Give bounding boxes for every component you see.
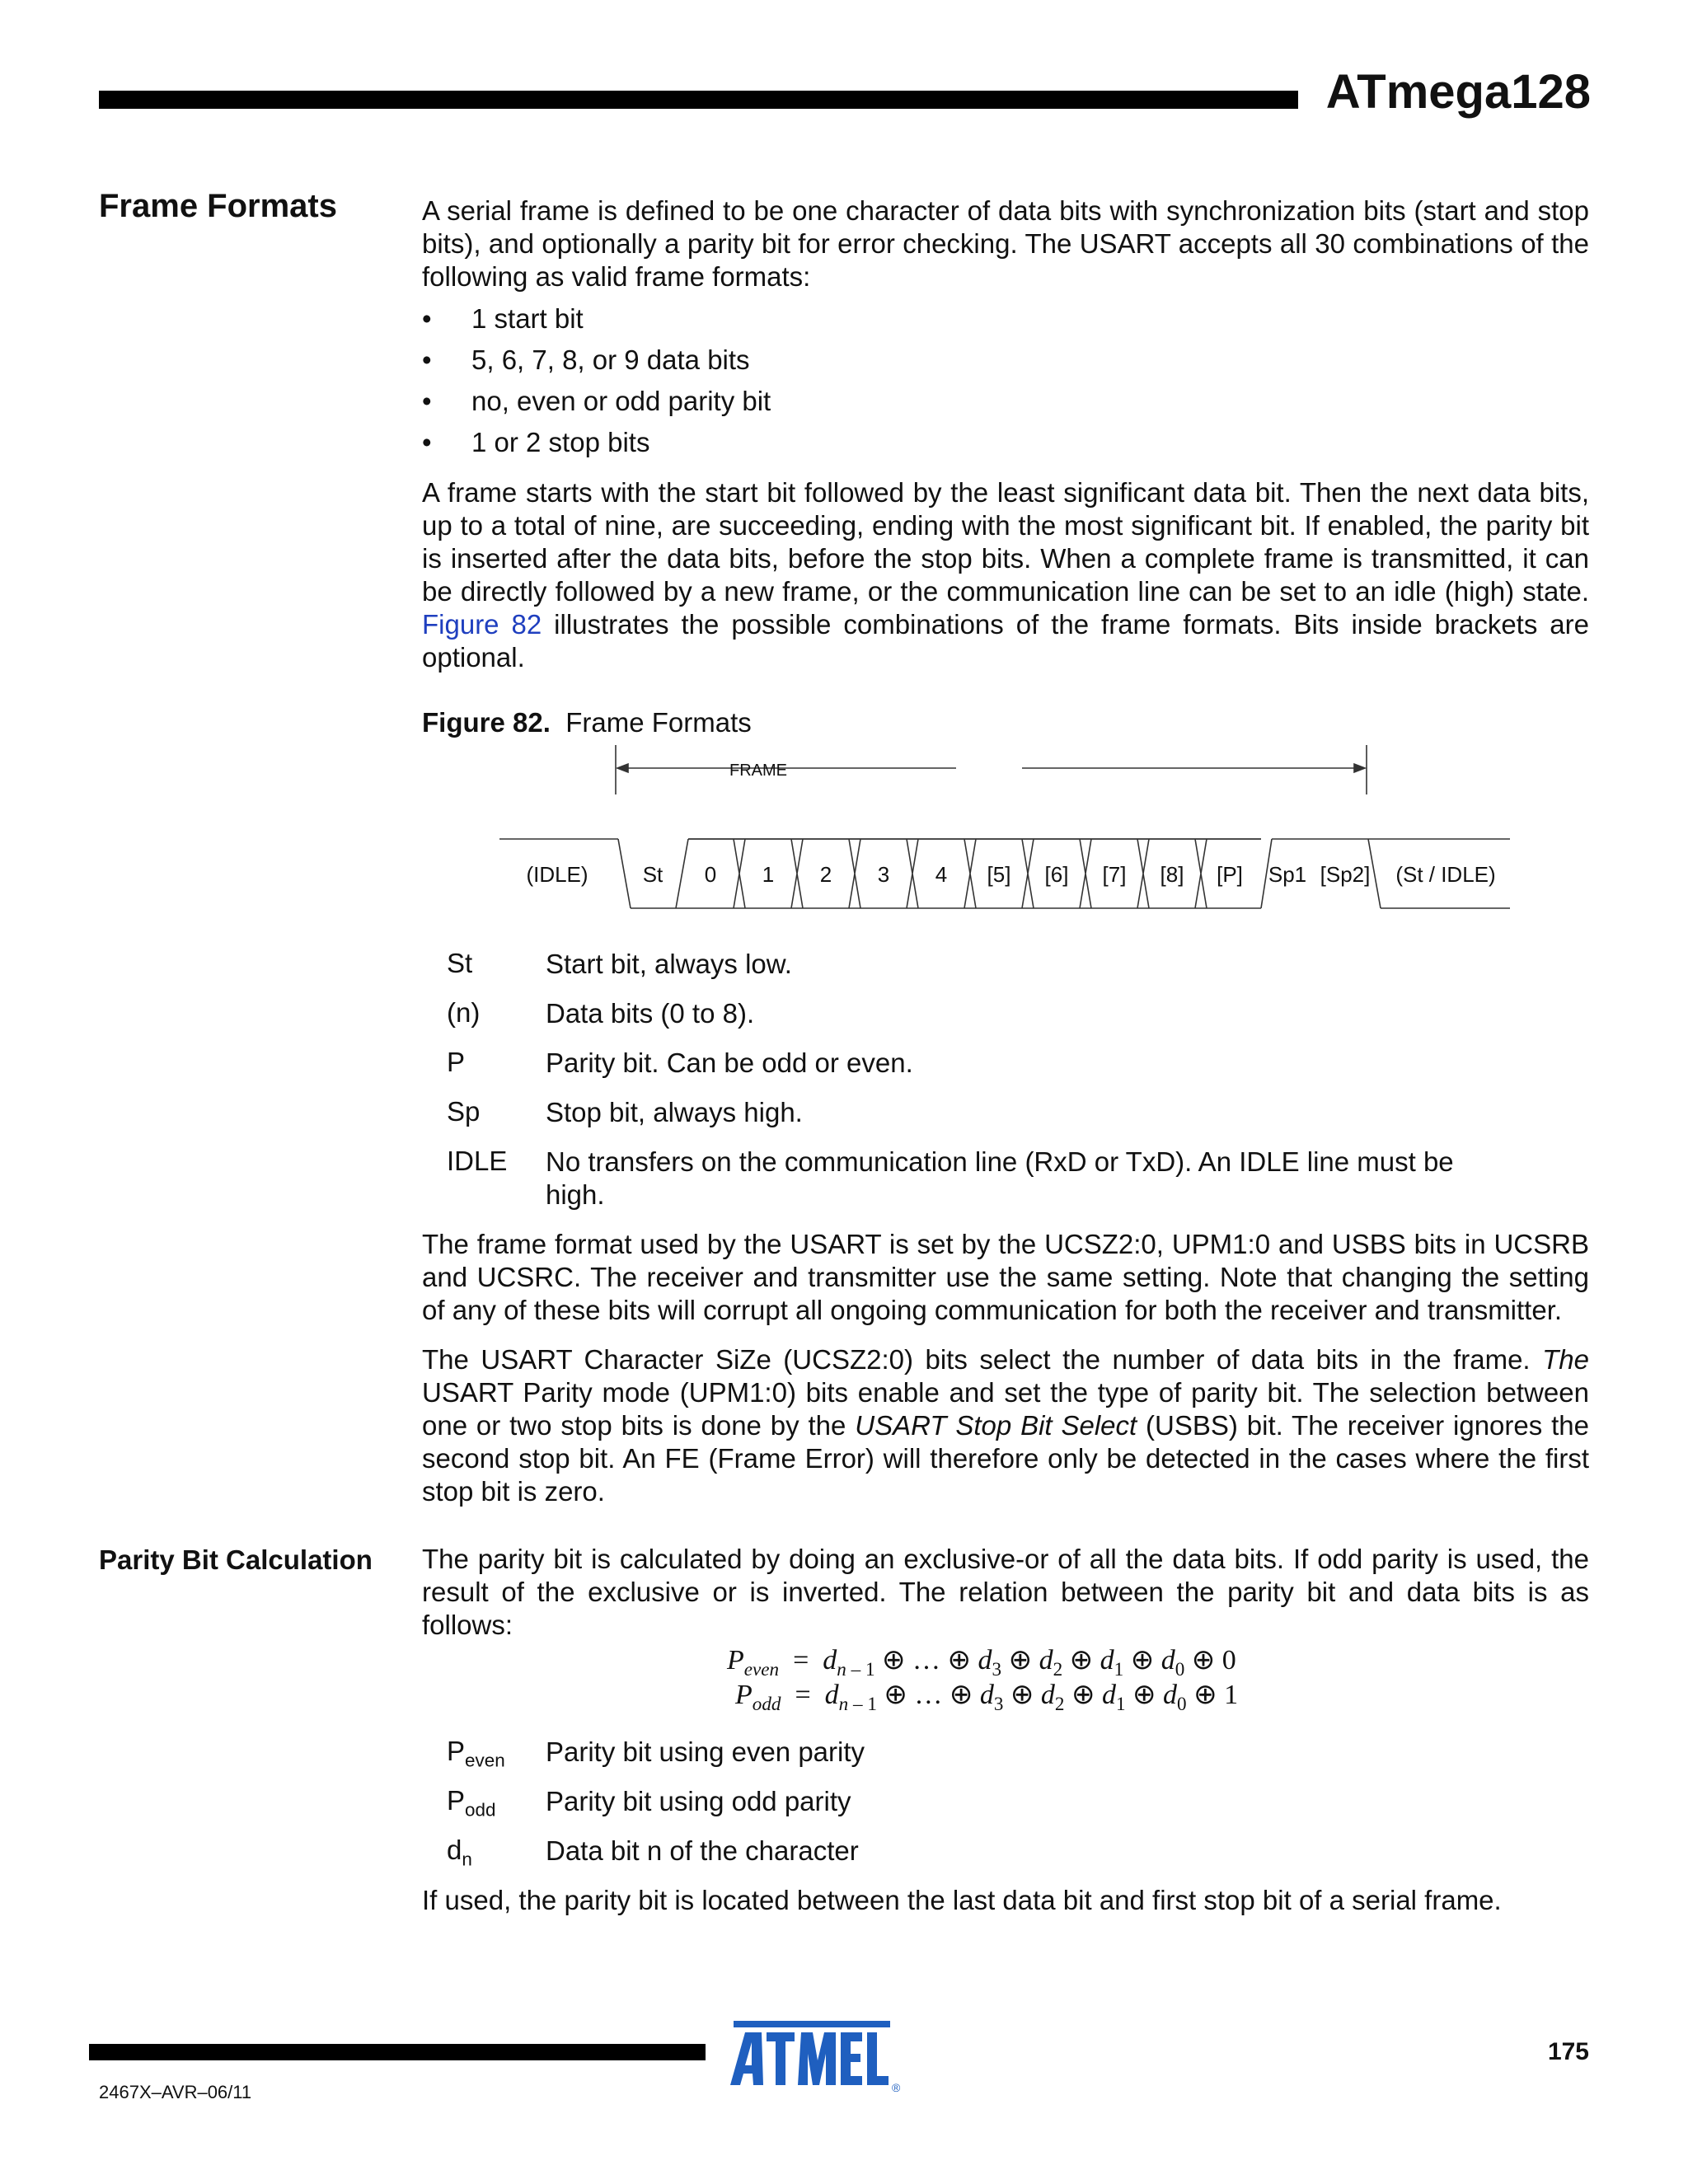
header-rule: [99, 91, 1298, 109]
bit-crossing: [1080, 839, 1091, 908]
section-heading-frame-formats: Frame Formats: [99, 188, 337, 224]
document-title: ATmega128: [1325, 65, 1591, 119]
bit-crossing: [1022, 839, 1034, 908]
usart-bits-text: [422, 1343, 1589, 1508]
cell-data-bit: [5]: [987, 862, 1011, 887]
footer-rule: [89, 2044, 706, 2060]
cell-idle: (IDLE): [526, 862, 588, 887]
cell-data-bit: [6]: [1044, 862, 1069, 887]
section-heading-parity: Parity Bit Calculation: [99, 1544, 373, 1575]
bit-crossing: [964, 839, 976, 908]
cell-stop-bit-2: [Sp2]: [1320, 862, 1371, 887]
parity-intro-paragraph: The parity bit is calculated by doing an exclusive-or of all the data bits. If odd parity is used, the result of the exclusive or is inverted. The relation between the parity bit and data bits is as follows:: [422, 1544, 1589, 1640]
cell-data-bit: 0: [704, 862, 717, 887]
parity-closing-paragraph: If used, the parity bit is located between the last data bit and first stop bit of a serial frame.: [422, 1885, 1502, 1915]
frame-label: FRAME: [729, 762, 787, 780]
bit-crossing: [1137, 839, 1149, 908]
cell-data-bit: [7]: [1102, 862, 1127, 887]
frame-format-diagram: [495, 742, 1517, 923]
document-code: 2467X–AVR–06/11: [99, 2082, 252, 2102]
bit-crossing: [907, 839, 918, 908]
frame-formats-intro: [422, 194, 1589, 293]
figure-caption: Figure 82. Frame Formats: [422, 707, 752, 738]
cell-next-start-or-idle: (St / IDLE): [1395, 862, 1496, 887]
cell-stop-bit-1: Sp1: [1268, 862, 1307, 887]
cell-data-bit: 3: [877, 862, 890, 887]
arrowhead-left: [617, 764, 628, 772]
parity-odd-equation: $P_{odd} = d_{n - 1}$ ⊕ … ⊕ $d_3$ ⊕ $d_2$ ⊕ $d_1$ ⊕ $d_0$ ⊕ 1: [735, 1680, 1239, 1715]
bit-crossing: [734, 839, 745, 908]
cell-data-bit: 2: [819, 862, 832, 887]
arrowhead-right: [1354, 764, 1365, 772]
bit-crossing: [849, 839, 860, 908]
bit-crossing: [1195, 839, 1207, 908]
cell-data-bit: [8]: [1160, 862, 1184, 887]
cell-parity-bit: [P]: [1217, 862, 1243, 887]
start-bit-edge: [618, 839, 631, 908]
parity-closing: [422, 1884, 1589, 1917]
frame-setting-text: [422, 1228, 1589, 1327]
frame-setting-paragraph: The frame format used by the USART is set by the UCSZ2:0, UPM1:0 and USBS bits in UCSRB and UCSRC. The receiver and transmitter use the same setting. Note that changing the setting of any of these bits will corrupt all ongoing communication for both the receiver and transmitter.: [422, 1229, 1589, 1325]
parity-intro: [422, 1543, 1589, 1642]
page-number: 175: [1547, 2038, 1589, 2065]
usart-bits-paragraph: The USART Character SiZe (UCSZ2:0) bits select the number of data bits in the frame. The USART Parity mode (UPM1:0) bits enable and set the type of parity bit. The selection between one or two stop bits is done by the USART Stop Bit Select (USBS) bit. The receiver ignores the second stop bit. An FE (Frame Error) will therefore only be detected in the cases where the first stop bit is zero.: [422, 1344, 1589, 1507]
cell-data-bit: 1: [762, 862, 775, 887]
data-bit-rise: [676, 839, 688, 908]
cell-data-bit: 4: [935, 862, 948, 887]
atmel-logo: [725, 2011, 907, 2093]
parity-even-equation: $P_{even} = d_{n - 1}$ ⊕ … ⊕ $d_3$ ⊕ $d_2$ ⊕ $d_1$ ⊕ $d_0$ ⊕ 0: [727, 1645, 1236, 1680]
frame-description: [422, 476, 1589, 674]
cell-start-bit: St: [642, 862, 663, 887]
frame-description-paragraph: A frame starts with the start bit followed by the least significant data bit. Then the next data bits, up to a total of nine, are succeeding, ending with the most significant bit. If enabled, the parity bit is inserted after the data bits, before the stop bits. When a complete frame is transmitted, it can be directly followed by a new frame, or the communication line can be set to an idle (high) state. Figure 82 illustrates the possible combinations of the frame formats. Bits inside brackets are optional.: [422, 477, 1589, 673]
svg-text:®: ®: [892, 2081, 901, 2093]
figure-82-link[interactable]: Figure 82: [422, 609, 542, 640]
bit-crossing: [791, 839, 803, 908]
intro-paragraph: A serial frame is defined to be one character of data bits with synchronization bits (start and stop bits), and optionally a parity bit for error checking. The USART accepts all 30 combinations of the following as valid frame formats:: [422, 195, 1589, 292]
